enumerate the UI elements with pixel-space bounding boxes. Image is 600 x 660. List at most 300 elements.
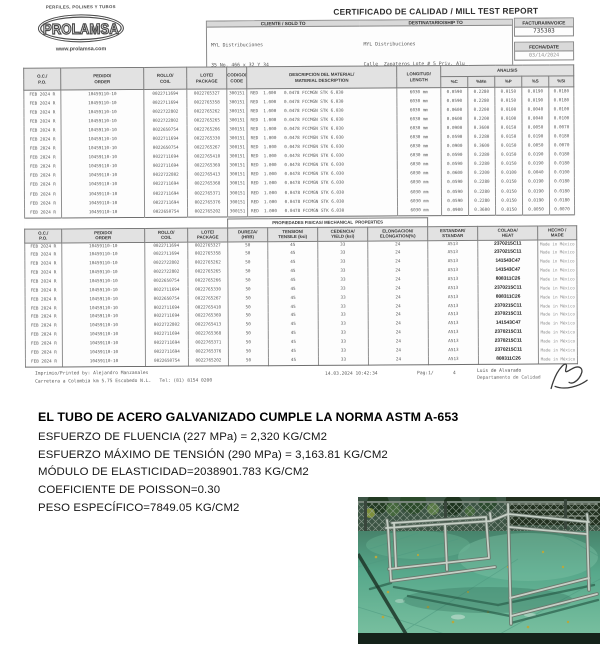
table-cell: 0.2280 xyxy=(468,87,495,97)
table-cell: 0.0190 xyxy=(522,160,549,169)
table-cell: 0022765327 xyxy=(188,242,228,252)
table-cell: 10459110-10 xyxy=(61,180,144,190)
table-cell: 6030 mm xyxy=(397,124,441,133)
table-cell: 0.0150 xyxy=(495,151,522,160)
table-cell: 45 xyxy=(268,250,318,259)
table-cell: 0.0590 xyxy=(441,187,468,196)
table-cell: 0022650754 xyxy=(145,207,188,217)
table-cell: 50 xyxy=(228,251,268,260)
table-cell: A513 xyxy=(428,285,478,294)
table-cell: 0.3600 xyxy=(469,205,496,215)
table-cell: 808311C26 xyxy=(478,276,538,285)
table-cell: 2370215C11 xyxy=(478,249,538,258)
table-cell: FEB 2024 R xyxy=(24,109,61,118)
table-cell: 0022711694 xyxy=(144,189,187,198)
table-cell: 0022765369 xyxy=(187,162,227,171)
logo-text: PROLAMSA xyxy=(42,19,119,37)
table-cell: 50 xyxy=(228,357,268,367)
table-cell: 24 xyxy=(368,250,428,259)
table-cell: 50 xyxy=(228,259,268,268)
table-cell: 6030 mm xyxy=(397,142,441,151)
table-cell: 2370215C11 xyxy=(478,329,538,338)
table-cell: 0.0150 xyxy=(495,187,522,196)
note-line-tension: ESFUERZO MÁXIMO DE TENSIÓN (290 MPa) = 3,163.81 KG/CM2 xyxy=(38,448,388,461)
table-cell: 0022765410 xyxy=(187,153,227,162)
table-cell: 0022711694 xyxy=(144,198,187,207)
table-cell: 0022650754 xyxy=(144,126,187,135)
table-cell: 0022722802 xyxy=(144,117,187,126)
table-cell: 0.3600 xyxy=(468,142,495,151)
table-cell: 0.0600 xyxy=(441,106,468,115)
table-cell: Made in México xyxy=(538,266,577,275)
table-cell: 10459110-10 xyxy=(62,340,145,349)
table-cell: 33 xyxy=(318,321,368,330)
table-cell: 0022650754 xyxy=(145,295,188,304)
ship-to-section xyxy=(359,20,512,66)
table-cell: 0.0100 xyxy=(549,114,574,123)
table-cell: 45 xyxy=(268,259,318,268)
table-cell: 6030 mm xyxy=(397,151,441,160)
table-cell: 33 xyxy=(318,259,368,268)
table-cell: 0022765265 xyxy=(188,269,228,278)
table-cell: 10459110-10 xyxy=(61,108,144,118)
table-cell: 0022711694 xyxy=(145,313,188,322)
table-cell: 0022711694 xyxy=(144,153,187,162)
table-cell: 0022711694 xyxy=(145,286,188,295)
date-label: FECHA/DATE xyxy=(515,42,573,51)
table-cell: A513 xyxy=(428,355,478,365)
table-cell: 24 xyxy=(368,312,428,321)
table-cell: 0.0100 xyxy=(495,115,522,124)
table-cell: 10459110-10 xyxy=(62,287,145,296)
column-header: CEDENCIA/ YIELD (ksi) xyxy=(318,227,368,241)
table-cell: 0022765371 xyxy=(188,339,228,348)
table-cell: 10459110-10 xyxy=(62,313,145,322)
table-cell: 300151 xyxy=(227,116,247,125)
table-cell: 10459110-10 xyxy=(61,144,144,154)
table-cell: 0.2200 xyxy=(468,169,495,178)
table-cell: FEB 2024 R xyxy=(25,252,62,261)
table-cell: 10459110-10 xyxy=(62,358,145,368)
table-cell: FEB 2024 R xyxy=(25,261,62,270)
column-header: %Si xyxy=(549,76,574,87)
mill-address: Carretera a Colombia km 5.75 Escobedo N.L. Tel: (81) 8154 0200 xyxy=(35,378,213,385)
table-cell: 0022722802 xyxy=(144,171,187,180)
table-cell: 0.2200 xyxy=(468,115,495,124)
table-cell: 0.0180 xyxy=(549,160,574,169)
table-cell: 0.0190 xyxy=(522,187,549,196)
column-header: %P xyxy=(495,76,522,87)
mechanical-properties-table xyxy=(24,216,578,368)
table-cell: 0022711694 xyxy=(145,242,188,252)
table-cell: RED 1.000 0.0478 FCCMGN STK 6.030 xyxy=(247,161,397,171)
table-cell: RED 1.000 0.0478 FCCMGN STK 6.030 xyxy=(247,179,397,189)
table-cell: 0.0180 xyxy=(549,96,574,105)
table-cell: 0022765410 xyxy=(188,304,228,313)
table-cell: 24 xyxy=(368,267,428,276)
table-cell: FEB 2024 R xyxy=(25,270,62,279)
sold-to-label: CLIENTE / SOLD TO xyxy=(207,21,360,28)
table-cell: 33 xyxy=(318,312,368,321)
table-cell: Made in México xyxy=(538,275,577,284)
table-cell: 24 xyxy=(368,356,428,366)
table-cell: FEB 2024 R xyxy=(24,90,61,100)
table-cell: 0.0150 xyxy=(495,133,522,142)
table-cell: 300151 xyxy=(227,107,247,116)
table-cell: FEB 2024 R xyxy=(24,154,61,163)
column-header: DESCRIPCION DEL MATERIAL/ MATERIAL DESCRIPTION xyxy=(247,66,397,89)
table-cell: 6030 mm xyxy=(397,188,441,197)
table-cell: FEB 2024 R xyxy=(24,190,61,199)
table-cell: 33 xyxy=(318,356,368,366)
table-cell: A513 xyxy=(428,302,478,311)
note-line-fluencia: ESFUERZO DE FLUENCIA (227 MPa) = 2,320 KG/CM2 xyxy=(38,431,328,443)
table-cell: 0022711694 xyxy=(145,251,188,260)
table-cell: 0.2280 xyxy=(468,178,495,187)
table-cell: 300151 xyxy=(227,171,247,180)
properties-group-header: PROPIEDADES FISICAS/ MECHANICAL PROPERTIES xyxy=(228,218,428,228)
table-cell: FEB 2024 R xyxy=(25,208,62,218)
column-header: LOTE/ PACKAGE xyxy=(187,67,227,89)
column-header: ROLLO/ COIL xyxy=(144,67,187,89)
mill-test-report-scan xyxy=(13,0,587,405)
table-cell: 0.2200 xyxy=(468,106,495,115)
table-cell: FEB 2024 R xyxy=(24,172,61,181)
table-cell: FEB 2024 R xyxy=(25,358,62,368)
column-header: PEDIDO/ ORDER xyxy=(62,228,145,242)
table-cell: 0.0190 xyxy=(522,196,549,205)
table-cell: RED 1.000 0.0478 FCCMGN STK 6.030 xyxy=(247,125,397,135)
table-cell: 0.0150 xyxy=(496,205,523,215)
date-box xyxy=(514,41,574,60)
table-cell: 2370215C11 xyxy=(478,337,538,346)
table-cell: 0022765262 xyxy=(188,260,228,269)
table-cell: A513 xyxy=(428,294,478,303)
table-cell: 24 xyxy=(368,285,428,294)
table-cell: 0022765368 xyxy=(187,180,227,189)
table-cell: 50 xyxy=(228,295,268,304)
table-cell: 0.0600 xyxy=(441,169,468,178)
table-cell: RED 1.000 0.0478 FCCMGN STK 6.030 xyxy=(247,188,397,198)
table-cell: RED 1.000 0.0478 FCCMGN STK 6.030 xyxy=(247,170,397,180)
table-cell: RED 1.000 0.0478 FCCMGN STK 6.030 xyxy=(247,88,397,98)
table-cell: 50 xyxy=(228,277,268,286)
table-cell: A513 xyxy=(428,329,478,338)
table-cell: 50 xyxy=(228,268,268,277)
table-cell: FEB 2024 R xyxy=(25,305,62,314)
column-header: %Mn xyxy=(468,76,495,87)
table-cell: 141543C47 xyxy=(478,267,538,276)
table-cell: 0.0590 xyxy=(441,87,468,97)
table-cell: 10459110-10 xyxy=(62,322,145,331)
table-cell: 2370215C11 xyxy=(478,311,538,320)
table-cell: 24 xyxy=(368,303,428,312)
table-cell: 0.0150 xyxy=(495,142,522,151)
table-cell: 6030 mm xyxy=(397,179,441,188)
prolamsa-logo xyxy=(38,14,124,43)
table-cell: 0022765413 xyxy=(188,322,228,331)
table-cell: 0022765369 xyxy=(188,313,228,322)
table-cell: 10459110-10 xyxy=(62,208,145,218)
table-cell: 0022722802 xyxy=(145,269,188,278)
table-cell: 0022765376 xyxy=(187,198,227,207)
table-cell: 0022765358 xyxy=(187,98,227,107)
table-cell: 0022711694 xyxy=(144,99,187,108)
table-cell: 0.0100 xyxy=(495,169,522,178)
column-header: LOTE/ PACKAGE xyxy=(188,228,228,242)
table-cell: 24 xyxy=(368,347,428,356)
table-cell: 2370215C11 xyxy=(478,346,538,355)
steel-frame-photo-illustration xyxy=(358,497,600,644)
table-cell: 0022650754 xyxy=(144,144,187,153)
table-cell: 33 xyxy=(318,285,368,294)
table-cell: 808311C26 xyxy=(478,293,538,302)
table-cell: FEB 2024 R xyxy=(25,340,62,349)
column-header: DUREZA/ (HRB) xyxy=(228,228,268,242)
table-cell: 24 xyxy=(368,338,428,347)
table-cell: 0.0150 xyxy=(495,196,522,205)
document-footer xyxy=(25,366,581,403)
client-box xyxy=(206,19,513,68)
table-cell: 0.0040 xyxy=(522,115,549,124)
table-cell: 0022711694 xyxy=(144,89,187,99)
table-cell: RED 1.000 0.0478 FCCMGN STK 6.030 xyxy=(247,134,397,144)
table-cell: 33 xyxy=(318,330,368,339)
table-cell: 50 xyxy=(228,339,268,348)
table-cell: 33 xyxy=(318,294,368,303)
signer-name: Luis de Alvarado xyxy=(477,368,522,374)
table-cell: 0022765266 xyxy=(188,277,228,286)
table-cell: 10459110-10 xyxy=(61,189,144,199)
table-cell: Made in México xyxy=(538,337,577,346)
table-cell: 45 xyxy=(268,348,318,357)
table-cell: 0022765265 xyxy=(187,117,227,126)
table-cell: 0.0070 xyxy=(550,205,575,215)
table-cell: A513 xyxy=(428,240,478,250)
address-line: MYL Distribuciones xyxy=(363,41,416,48)
column-header: %C xyxy=(441,76,468,87)
website-url: www.prolamsa.com xyxy=(55,46,107,53)
table-cell: 0022765358 xyxy=(188,251,228,260)
address-line: MYL Distribuciones xyxy=(211,42,264,49)
table-cell: 24 xyxy=(368,329,428,338)
table-cell: 0.0180 xyxy=(549,187,574,196)
table-cell: 0.0590 xyxy=(441,160,468,169)
analysis-group-header: ANALISIS xyxy=(441,65,574,77)
table-cell: 10459110-10 xyxy=(62,260,145,269)
table-cell: Made in México xyxy=(538,302,577,311)
table-cell: 300151 xyxy=(227,89,247,99)
column-header: O.C./ P.O. xyxy=(24,68,61,90)
photo-bottom-shadow xyxy=(358,633,600,644)
table-cell: 50 xyxy=(228,241,268,251)
table-cell: 45 xyxy=(268,277,318,286)
table-cell: 300151 xyxy=(228,207,248,217)
table-cell: FEB 2024 R xyxy=(25,243,62,253)
table-cell: 0.0150 xyxy=(495,97,522,106)
table-cell: 50 xyxy=(228,313,268,322)
table-cell: 0.0150 xyxy=(495,124,522,133)
table-cell: 0.0590 xyxy=(441,133,468,142)
table-cell: 10459110-10 xyxy=(61,126,144,136)
table-cell: 10459110-10 xyxy=(61,99,144,109)
column-header: ROLLO/ COIL xyxy=(145,228,188,242)
table-cell: FEB 2024 R xyxy=(25,323,62,332)
column-header: CODIGO/ CODE xyxy=(227,67,247,89)
table-cell: 0.0180 xyxy=(549,87,574,97)
table-cell: RED 1.000 0.0478 FCCMGN STK 6.030 xyxy=(247,197,397,207)
table-cell: 33 xyxy=(318,338,368,347)
table-cell: 0.0190 xyxy=(522,133,549,142)
table-cell: 300151 xyxy=(227,162,247,171)
table-cell: 0.0040 xyxy=(522,106,549,115)
column-header: TENSION/ TENSILE (ksi) xyxy=(268,227,318,241)
table-cell: 33 xyxy=(318,250,368,259)
table-cell: FEB 2024 R xyxy=(25,296,62,305)
table-cell: 141543C47 xyxy=(478,258,538,267)
table-cell: 24 xyxy=(368,276,428,285)
table-cell: 24 xyxy=(368,294,428,303)
table-cell: A513 xyxy=(428,258,478,267)
table-cell: RED 1.000 0.0478 FCCMGN STK 6.030 xyxy=(247,116,397,126)
table-cell: 6030 mm xyxy=(398,206,442,216)
table-cell: Made in México xyxy=(538,311,577,320)
printed-by: Imprimio/Printed by: Alejandro Manzanales xyxy=(35,370,149,377)
table-cell: Made in México xyxy=(538,355,577,365)
table-cell: 0022711694 xyxy=(144,135,187,144)
notes-title: EL TUBO DE ACERO GALVANIZADO CUMPLE LA NORMA ASTM A-653 xyxy=(38,410,459,424)
table-cell: 50 xyxy=(228,321,268,330)
table-cell: 0.2280 xyxy=(468,151,495,160)
column-header: ELONGACION/ ELONGATION(%) xyxy=(368,227,428,241)
table-cell: 6030 mm xyxy=(397,88,441,98)
table-cell: 6030 mm xyxy=(397,115,441,124)
table-cell: 0.0190 xyxy=(522,87,549,97)
column-header: COLADA/ HEAT xyxy=(478,226,538,240)
table-cell: 6030 mm xyxy=(397,197,441,206)
table-cell: 10459110-10 xyxy=(62,296,145,305)
table-cell: A513 xyxy=(428,249,478,258)
table-cell: 0.0100 xyxy=(549,105,574,114)
signer-department: Departamento de Calidad xyxy=(477,375,541,381)
table-cell: 24 xyxy=(368,259,428,268)
table-cell: Made in México xyxy=(538,249,577,258)
table-cell: A513 xyxy=(428,320,478,329)
sold-to-section xyxy=(207,21,360,67)
table-cell: 0.0900 xyxy=(442,206,469,216)
table-cell: Made in México xyxy=(538,328,577,337)
table-cell: 33 xyxy=(318,347,368,356)
table-cell: 0.0590 xyxy=(441,97,468,106)
table-cell: 300151 xyxy=(227,126,247,135)
table-cell: 0022711694 xyxy=(145,348,188,357)
table-cell: 0.0150 xyxy=(495,87,522,97)
table-cell: 45 xyxy=(268,339,318,348)
table-cell: 45 xyxy=(268,356,318,366)
table-cell: 0.0180 xyxy=(549,178,574,187)
invoice-number: 735303 xyxy=(533,27,555,35)
table-cell: FEB 2024 R xyxy=(25,314,62,323)
date-value: 03/14/2024 xyxy=(529,52,560,59)
table-cell: 50 xyxy=(228,304,268,313)
table-cell: 33 xyxy=(318,241,368,251)
table-cell: 10459110-10 xyxy=(62,251,145,260)
table-cell: 0.0180 xyxy=(549,196,574,205)
table-cell: 10459110-10 xyxy=(61,89,144,99)
table-cell: 45 xyxy=(268,295,318,304)
table-cell: RED 1.000 0.0478 FCCMGN STK 6.030 xyxy=(247,152,397,162)
table-cell: RED 1.000 0.0478 FCCMGN STK 6.030 xyxy=(247,143,397,153)
table-cell: 0.0590 xyxy=(441,178,468,187)
table-cell: 10459110-10 xyxy=(61,199,144,209)
table-cell: 0.0100 xyxy=(495,106,522,115)
table-cell: 0.0180 xyxy=(549,133,574,142)
table-cell: FEB 2024 R xyxy=(25,331,62,340)
table-cell: 45 xyxy=(268,321,318,330)
table-cell: 50 xyxy=(228,330,268,339)
table-cell: Made in México xyxy=(538,346,577,355)
table-cell: 0022722802 xyxy=(144,108,187,117)
table-cell: 0.0100 xyxy=(549,169,574,178)
table-cell: 0.3600 xyxy=(468,124,495,133)
table-cell: 6030 mm xyxy=(397,161,441,170)
table-cell: 0022765202 xyxy=(188,207,228,217)
table-cell: RED 1.000 0.0478 FCCMGN STK 6.030 xyxy=(247,106,397,116)
table-cell: 300151 xyxy=(227,135,247,144)
table-cell: 0022722802 xyxy=(145,322,188,331)
table-cell: 0.0180 xyxy=(549,151,574,160)
table-cell: 2370215C11 xyxy=(478,302,538,311)
table-cell: 10459110-10 xyxy=(61,171,144,181)
table-cell: 0022765413 xyxy=(187,171,227,180)
table-cell: FEB 2024 R xyxy=(25,278,62,287)
table-cell: FEB 2024 R xyxy=(24,136,61,145)
table-cell: RED 1.000 0.0478 FCCMGN STK 6.030 xyxy=(247,97,397,107)
table-cell: 0022765262 xyxy=(187,108,227,117)
table-cell: 0022711694 xyxy=(144,180,187,189)
table-cell: 6030 mm xyxy=(397,97,441,106)
column-header: LONGITUD/ LENGTH xyxy=(397,66,441,88)
table-cell: 300151 xyxy=(227,153,247,162)
table-cell: 10459110-10 xyxy=(61,135,144,145)
table-cell: 10459110-10 xyxy=(61,153,144,163)
table-cell: 50 xyxy=(228,286,268,295)
table-cell: 0.0150 xyxy=(495,160,522,169)
note-line-elasticidad: MÓDULO DE ELASTICIDAD=2038901.783 KG/CM2 xyxy=(38,466,309,479)
table-cell: A513 xyxy=(428,311,478,320)
table-cell: RED 1.000 0.0478 FCCMGN STK 6.030 xyxy=(248,206,398,216)
table-cell: 300151 xyxy=(227,198,247,207)
table-cell: 50 xyxy=(228,348,268,357)
table-cell: 45 xyxy=(268,312,318,321)
table-cell: Made in México xyxy=(538,258,577,267)
table-cell: 0.0150 xyxy=(495,178,522,187)
table-cell: 45 xyxy=(268,268,318,277)
table-cell: Made in México xyxy=(538,319,577,328)
table-cell: 0.2280 xyxy=(468,97,495,106)
column-header: ESTANDAR/ STANDAR xyxy=(428,226,478,240)
ship-to-label: DESTINATARIO/SHIP TO xyxy=(359,20,512,27)
table-cell: 0.0040 xyxy=(522,169,549,178)
column-header: HECHO / MADE xyxy=(538,226,577,240)
table-cell: 0022711694 xyxy=(144,162,187,171)
table-cell: 24 xyxy=(368,320,428,329)
table-cell: FEB 2024 R xyxy=(24,127,61,136)
table-cell: 0.0600 xyxy=(441,115,468,124)
note-line-peso: PESO ESPECÍFICO=7849.05 KG/CM2 xyxy=(38,501,240,514)
table-cell: 0.0900 xyxy=(441,124,468,133)
invoice-label: FACTURA/INVOICE xyxy=(515,18,573,27)
